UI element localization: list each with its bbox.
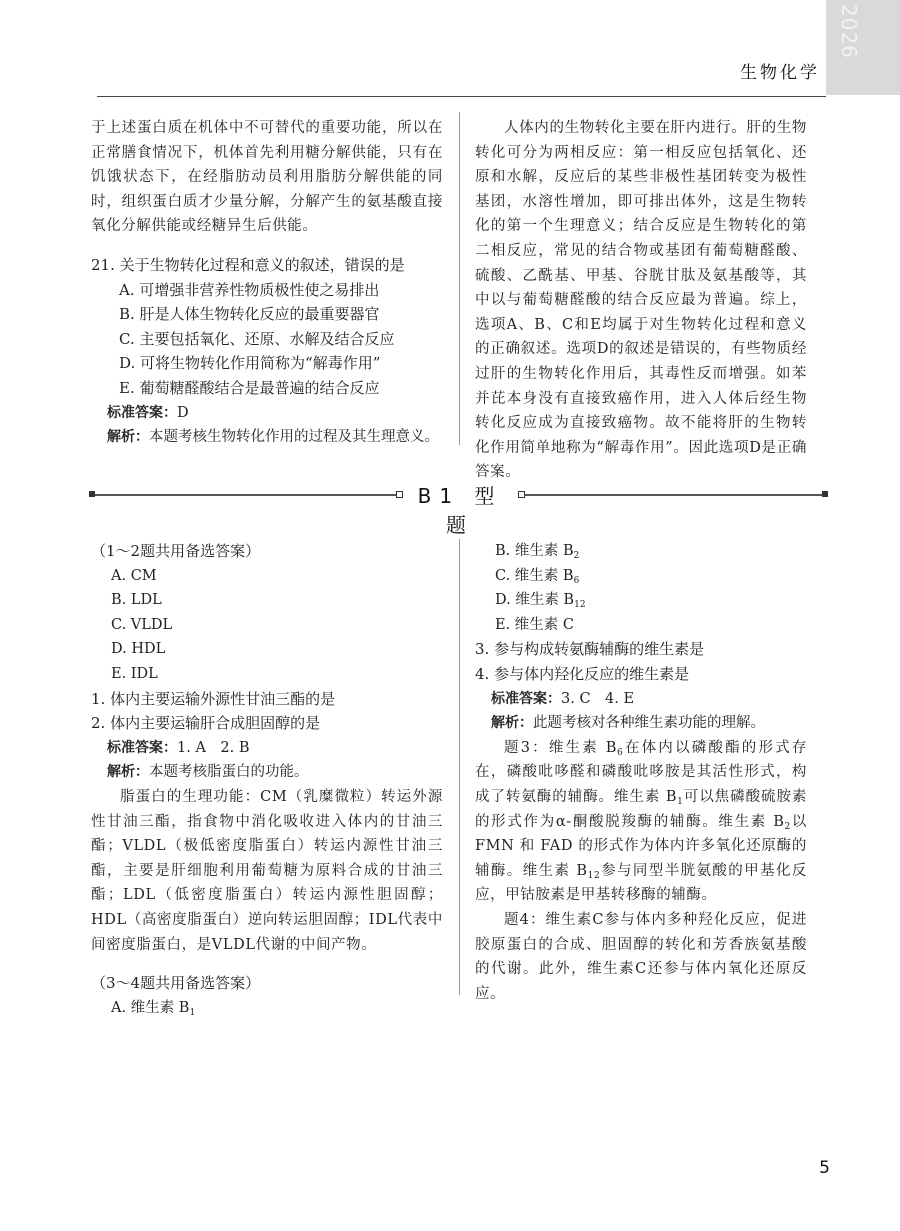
question-21-explanation xyxy=(91,425,443,450)
answer-value: 3. C 4. E xyxy=(561,690,635,707)
question-3-explanation: 题3：维生素 $B_6$在体内以磷酸酯的形式存在，磷酸吡哆醛和磷酸吡哆胺是其活性形式，构成了转氨酶的辅酶。维生素 $B_1$可以焦磷酸硫胺素的形式作为α-酮酸脱羧酶的辅酶。维生素 $B_2$以 FMN 和 FAD 的形式作为体内许多氧化还原酶的辅酶。维生素 $B_{12}$参与同型半胱氨酸的甲基化反应，甲钴胺素是甲基转移酶的辅酶。 xyxy=(475,739,807,904)
header-subject: 生物化学 xyxy=(740,63,820,83)
group-2-option-a xyxy=(91,996,443,1021)
option-subscript: 6 xyxy=(573,575,580,586)
continuation-paragraph: 于上述蛋白质在机体中不可替代的重要功能，所以在正常膳食情况下，机体首先利用糖分解供能，只有在饥饿状态下，在经脂肪动员利用脂肪分解供能的同时，组织蛋白质才少量分解，分解产生的氨基酸直接氧化分解供能或经糖异生后供能。 xyxy=(91,120,443,235)
question-2: 2. 体内主要运输肝合成胆固醇的是 xyxy=(91,714,321,733)
explain-label: 解析： xyxy=(491,715,533,732)
header-year: 2026 xyxy=(837,4,861,59)
section-rule-left-marker xyxy=(396,491,403,498)
option-text: E. 维生素 C xyxy=(495,616,575,633)
option-subscript: 12 xyxy=(574,600,586,611)
page-number: 5 xyxy=(819,1158,830,1178)
top-column-divider xyxy=(459,112,460,445)
explain-text: 本题考核生物转化作用的过程及其生理意义。 xyxy=(149,429,439,446)
group-2-answer xyxy=(475,687,807,712)
answer-label: 标准答案： xyxy=(491,690,561,707)
question-4: 4. 参与体内羟化反应的维生素是 xyxy=(475,664,690,683)
lipoprotein-detail: 脂蛋白的生理功能：CM（乳糜微粒）转运外源性甘油三酯，指食物中消化吸收进入体内的甘油三酯；VLDL（极低密度脂蛋白）转运内源性甘油三酯，主要是肝细胞利用葡萄糖为原料合成的甘油三酯；LDL（低密度脂蛋白）转运内源性胆固醇；HDL（高密度脂蛋白）逆向转运胆固醇；IDL代表中间密度脂蛋白，是VLDL代谢的中间产物。 xyxy=(91,788,443,953)
option-text: B. 维生素 B xyxy=(495,543,574,559)
option-text: A. 维生素 B xyxy=(111,999,190,1016)
answer-label: 标准答案： xyxy=(107,404,177,421)
question-3: 3. 参与构成转氨酶辅酶的维生素是 xyxy=(475,640,705,659)
answer-label: 标准答案： xyxy=(107,739,177,756)
group-1-answer xyxy=(91,736,443,761)
question-21-option-b: B. 肝是人体生物转化反应的最重要器官 xyxy=(119,305,380,324)
group-1-heading: （1～2题共用备选答案） xyxy=(91,542,261,560)
answer-value: 1. A 2. B xyxy=(177,739,250,756)
group-1-option-d: D. HDL xyxy=(111,641,166,658)
group-2-heading: （3～4题共用备选答案） xyxy=(91,974,261,993)
section-rule-left xyxy=(95,494,397,496)
explain-label: 解析： xyxy=(107,764,149,781)
section-rule-right-square xyxy=(822,491,828,497)
group-2-option-e xyxy=(475,613,807,638)
answer-value: D xyxy=(177,404,189,421)
question-21-option-e: E. 葡萄糖醛酸结合是最普遍的结合反应 xyxy=(119,378,380,397)
explain-text: 本题考核脂蛋白的功能。 xyxy=(149,764,309,781)
section-rule-right xyxy=(525,494,823,496)
option-text: C. 维生素 B xyxy=(495,567,574,584)
left-top-column xyxy=(91,116,443,450)
option-subscript: 1 xyxy=(189,1007,196,1018)
right-top-column xyxy=(475,116,807,485)
group-1-option-b: B. LDL xyxy=(111,592,162,609)
left-bottom-column xyxy=(91,539,443,1020)
group-1-option-c: C. VLDL xyxy=(111,616,173,633)
option-subscript: 2 xyxy=(573,551,580,561)
group-2-option-b xyxy=(475,539,807,564)
option-text: D. 维生素 B xyxy=(495,592,575,609)
group-2-explanation xyxy=(475,711,807,736)
group-1-option-a: A. CM xyxy=(111,567,157,584)
question-21-stem: 21. 关于生物转化过程和意义的叙述，错误的是 xyxy=(91,255,405,274)
bottom-column-divider xyxy=(459,539,460,995)
question-21-option-a: A. 可增强非营养性物质极性使之易排出 xyxy=(119,280,380,299)
question-1: 1. 体内主要运输外源性甘油三酯的是 xyxy=(91,689,336,708)
question-21-option-c: C. 主要包括氧化、还原、水解及结合反应 xyxy=(119,329,395,348)
right-bottom-column xyxy=(475,539,807,1006)
section-rule-right-marker xyxy=(518,491,525,498)
question-4-explanation: 题4：维生素C参与体内多种羟化反应，促进胶原蛋白的合成、胆固醇的转化和芳香族氨基酸的代谢。此外，维生素C还参与体内氧化还原反应。 xyxy=(475,911,807,1002)
explain-label: 解析： xyxy=(107,429,149,446)
group-2-option-d xyxy=(475,588,807,613)
question-21-option-d: D. 可将生物转化作用简称为“解毒作用” xyxy=(119,354,381,373)
section-title: B1 型 题 xyxy=(417,484,503,537)
group-2-option-c xyxy=(475,564,807,589)
explain-text: 此题考核对各种维生素功能的理解。 xyxy=(533,715,765,732)
biotransformation-explanation: 人体内的生物转化主要在肝内进行。肝的生物转化可分为两相反应：第一相反应包括氧化、还原和水解，反应后的某些非极性基团转变为极性基团，水溶性增加，即可排出体外，这是生物转化的第一个生理意义；结合反应是生物转化的第二相反应，常见的结合物或基团有葡萄糖醛酸、硫酸、乙酰基、甲基、谷胱甘肽及氨基酸等，其中以与葡萄糖醛酸的结合反应最为普遍。综上，选项A、B、C和E均属于对生物转化过程和意义的正确叙述。选项D的叙述是错误的，有些物质经过肝的生物转化作用后，其毒性反而增强。如苯并芘本身没有直接致癌作用，进入人体后经生物转化反应成为直接致癌物。故不能将肝的生物转化作用简单地称为“解毒作用”。因此选项D是正确答案。 xyxy=(475,120,807,481)
header-rule xyxy=(97,96,826,97)
question-21-answer xyxy=(91,401,443,426)
group-1-option-e: E. IDL xyxy=(111,665,158,682)
group-1-explanation xyxy=(91,760,443,785)
